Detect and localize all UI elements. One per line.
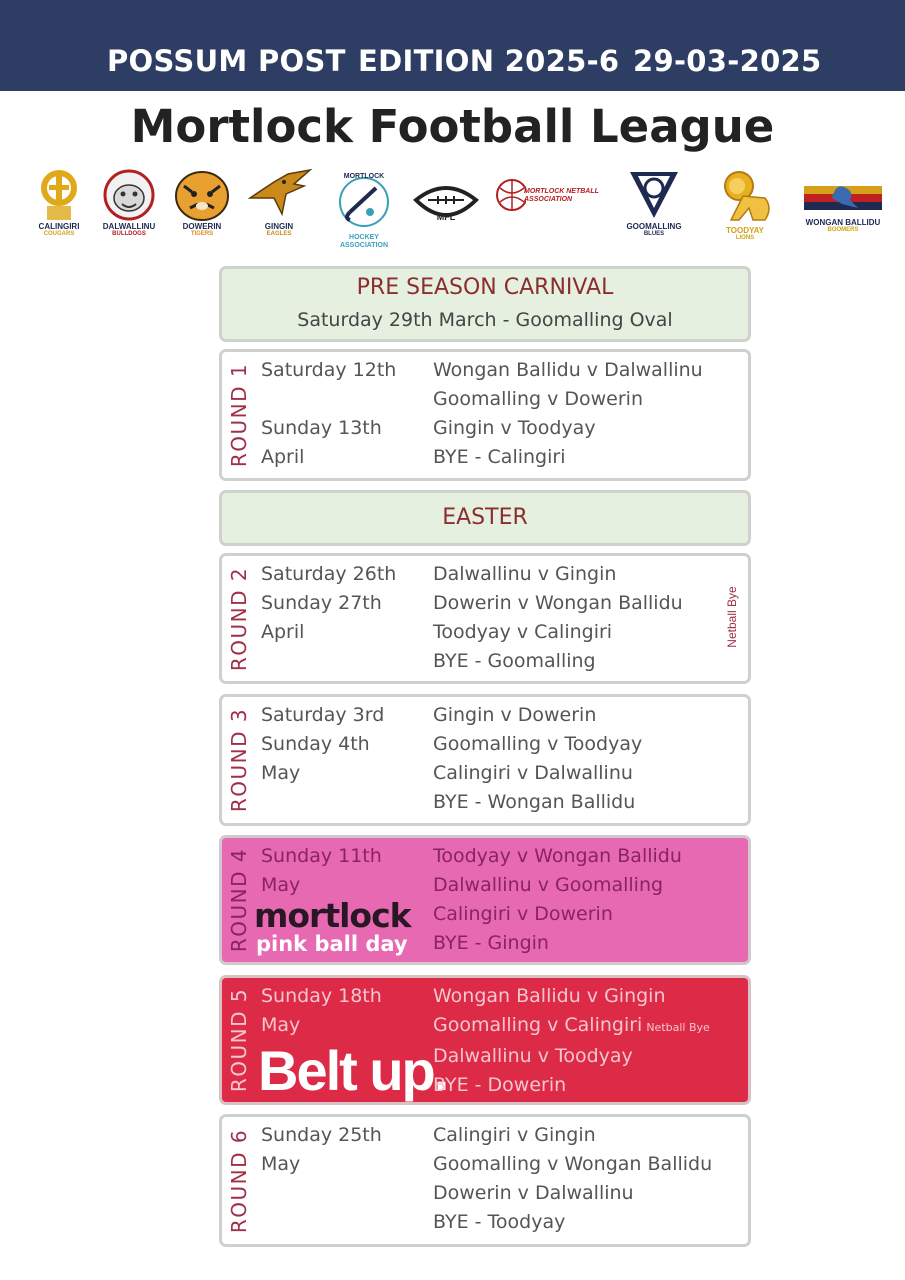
round-dates: Sunday 11th May [261,845,382,896]
svg-text:MORTLOCK: MORTLOCK [343,173,385,180]
pink-ball-day-tagline: pink ball day [256,932,408,956]
page-title: Mortlock Football League [130,100,775,153]
logo-dalwallinu: DALWALLINU BULLDOGS [94,168,164,238]
bye: BYE - Calingiri [433,446,566,468]
game: Toodyay v Calingiri [433,621,613,643]
round-6-box [219,1114,751,1247]
round-dates: Saturday 12th Sunday 13th April [261,359,397,468]
bye: BYE - Goomalling [433,650,596,672]
game: Calingiri v Dowerin [433,903,613,925]
logo-mfl [408,168,484,238]
round-label: ROUND 6 [227,1128,251,1233]
round-dates: Sunday 25th May [261,1124,382,1175]
round-games [433,982,710,1100]
pink-ball-day-logo: mortlock [254,896,411,935]
lion-icon [713,168,777,226]
round-label: ROUND 5 [227,987,251,1093]
round-dates: Saturday 3rd Sunday 4th May [261,704,385,784]
bye: BYE - Wongan Ballidu [433,791,636,813]
round-games [433,560,683,676]
svg-text:MFL: MFL [436,212,456,222]
edition-number: EDITION 2025-6 [358,44,620,78]
round-4-box [219,835,751,965]
logo-goomalling: GOOMALLING BLUES [620,168,688,238]
game: Calingiri v Dalwallinu [433,762,633,784]
blues-icon [624,168,684,222]
game: Dowerin v Dalwallinu [433,1182,634,1204]
round-dates: Sunday 18th May [261,985,382,1036]
logo-gingin: GINGIN EAGLES [244,168,314,238]
football-icon [408,168,484,238]
eagle-icon [244,168,314,222]
netball-bye-note: Netball Bye [646,1021,710,1034]
logo-calingiri: CALINGIRI COUGARS [32,168,86,238]
round-label: ROUND 1 [227,362,251,468]
round-dates: Saturday 26th Sunday 27th April [261,563,397,643]
round-3-box [219,694,751,826]
game: Gingin v Toodyay [433,417,596,439]
bye: BYE - Toodyay [433,1211,566,1233]
kangaroo-icon [802,168,884,218]
round-1-box [219,349,751,481]
round-label: ROUND 2 [227,566,251,671]
round-label: ROUND 3 [227,707,251,813]
game: Goomalling v Toodyay [433,733,643,755]
logo-netball: MORTLOCK NETBALL ASSOCIATION [494,168,606,222]
belt-up-logo: Belt up. [258,1039,448,1102]
game: Wongan Ballidu v Gingin [433,985,666,1007]
game: Dalwallinu v Gingin [433,563,617,585]
game: Goomalling v Calingiri Netball Bye [433,1014,710,1036]
game: Dalwallinu v Toodyay [433,1045,633,1067]
bulldog-icon [98,168,160,222]
game: Gingin v Dowerin [433,704,597,726]
edition-date: 29-03-2025 [633,44,822,78]
tiger-icon [170,168,234,222]
easter-box [219,490,751,546]
hockey-icon [332,168,396,234]
logo-wongan-ballidu: WONGAN BALLIDU BOOMERS [802,168,884,234]
round-5-box [219,975,751,1105]
carnival-title: PRE SEASON CARNIVAL [356,275,614,300]
round-games [433,356,703,472]
round-label: ROUND 4 [227,847,251,953]
easter-label: EASTER [442,505,528,530]
netball-bye-note: Netball Bye [725,586,739,648]
round-games [433,701,642,817]
game: Toodyay v Wongan Ballidu [433,845,682,867]
cougars-icon [39,168,79,222]
bye: BYE - Dowerin [433,1074,567,1096]
club-logos-row [0,168,905,258]
round-2-box [219,553,751,684]
carnival-box [219,266,751,342]
publication-name: POSSUM POST [107,44,346,78]
bye: BYE - Gingin [433,932,549,954]
game: Calingiri v Gingin [433,1124,596,1146]
header-bar [0,0,905,91]
carnival-details: Saturday 29th March - Goomalling Oval [297,309,673,331]
round-games [433,842,682,958]
round-games [433,1121,712,1237]
game: Goomalling v Dowerin [433,388,644,410]
logo-hockey: MORTLOCK HOCKEY ASSOCIATION [330,168,398,250]
game: Dalwallinu v Goomalling [433,874,664,896]
game: Wongan Ballidu v Dalwallinu [433,359,703,381]
logo-toodyay: TOODYAY LIONS [710,168,780,242]
game: Dowerin v Wongan Ballidu [433,592,683,614]
game: Goomalling v Wongan Ballidu [433,1153,713,1175]
logo-dowerin: DOWERIN TIGERS [168,168,236,238]
